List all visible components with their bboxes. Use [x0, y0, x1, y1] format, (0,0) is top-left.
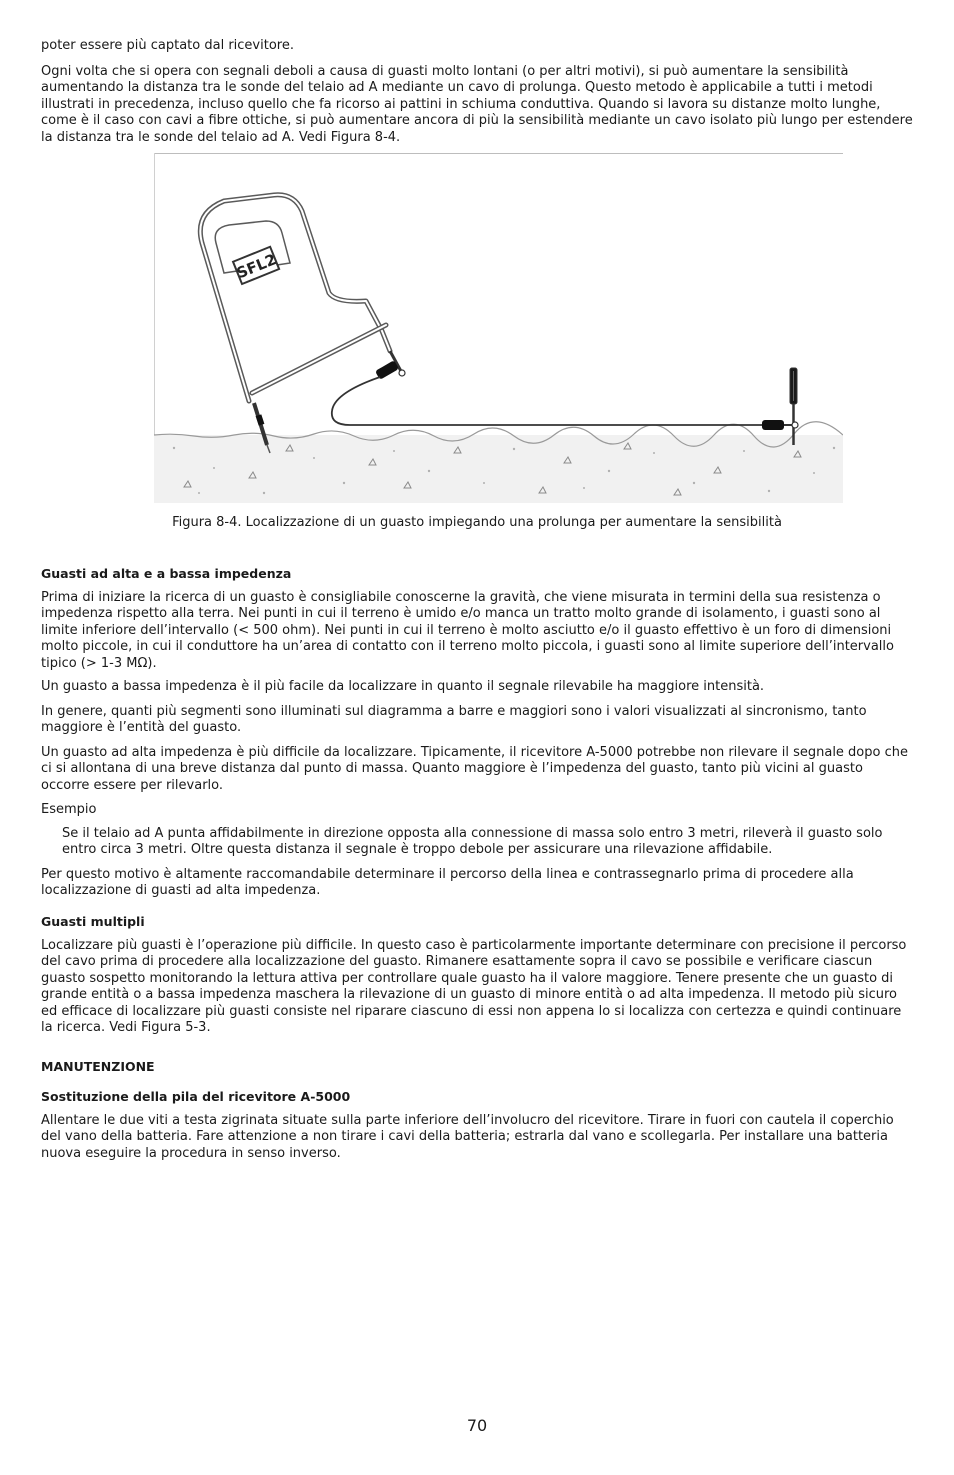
a-frame-illustration	[154, 153, 843, 503]
example-text: Se il telaio ad A punta affidabilmente in direzione opposta alla connessione di massa solo entro 3 metri, rileverà il guasto solo entro circa 3 metri. Oltre questa distanza il segnale è troppo debole per assicurare una rilevazione affidabile.	[62, 825, 883, 857]
subsection-heading-battery: Sostituzione della pila del ricevitore A-5000	[41, 1088, 351, 1104]
figure-caption: Figura 8-4. Localizzazione di un guasto impiegando una prolunga per aumentare la sensibilità	[172, 515, 782, 530]
section-heading-multiple: Guasti multipli	[41, 913, 145, 929]
section-heading-maintenance: MANUTENZIONE	[41, 1058, 155, 1074]
figure-8-4	[41, 153, 913, 532]
paragraph: Un guasto ad alta impedenza è più difficile da localizzare. Tipicamente, il ricevitore A-5000 potrebbe non rilevare il segnale dopo che ci si allontana di una breve distanza dal punto di massa. Quanto maggiore è l’impedenza del guasto, tanto più vicini al guasto occorre essere per rilevarlo.	[41, 744, 908, 793]
paragraph: poter essere più captato dal ricevitore.	[41, 38, 294, 53]
paragraph: Localizzare più guasti è l’operazione più difficile. In questo caso è particolarmente importante determinare con precisione il percorso del cavo prima di procedere alla localizzazione del guasto. Rimanere esattamente sopra il cavo se possibile e verificare ciascun guasto sospetto monitorando la lettura attiva per controllare quale guasto ha il valore maggiore. Tenere presente che un guasto di grande entità o a bassa impedenza maschera la rilevazione di un guasto di minore entità o ad alta impedenza. Il metodo più sicuro ed efficace di localizzare più guasti consiste nel riparare ciascuno di essi non appena lo si localizza con certezza e quindi continuare la ricerca. Vedi Figura 5-3.	[41, 937, 907, 1035]
paragraph: Un guasto a bassa impedenza è il più facile da localizzare in quanto il segnale rilevabile ha maggiore intensità.	[41, 679, 765, 694]
paragraph: Allentare le due viti a testa zigrinata situate sulla parte inferiore dell’involucro del ricevitore. Tirare in fuori con cautela il coperchio del vano della batteria. Fare attenzione a non tirare i cavi della batteria; estrarla dal vano e scollegarla. Per installare una batteria nuova eseguire la procedura in senso inverso.	[41, 1112, 894, 1161]
section-heading-impedance: Guasti ad alta e a bassa impedenza	[41, 565, 292, 581]
ground	[154, 435, 843, 503]
page-content	[41, 38, 913, 1169]
svg-text:SFL2: SFL2	[234, 250, 279, 283]
paragraph: Ogni volta che si opera con segnali deboli a causa di guasti molto lontani (o per altri motivi), si può aumentare la sensibilità aumentando la distanza tra le sonde del telaio ad A mediante un cavo di prolunga. Questo metodo è applicabile a tutti i metodi illustrati in precedenza, incluso quello che fa ricorso ai pattini in schiuma conduttiva. Quando si lavora su distanze molto lunghe, come è il caso con cavi a fibre ottiche, si può aumentare ancora di più la sensibilità mediante un cavo isolato più lungo per estendere la distanza tra le sonde del telaio ad A. Vedi Figura 8-4.	[41, 63, 913, 145]
paragraph: Per questo motivo è altamente raccomandabile determinare il percorso della linea e contrassegnarlo prima di procedere alla localizzazione di guasti ad alta impedenza.	[41, 866, 854, 898]
page-number: 70	[466, 1416, 488, 1435]
paragraph: Prima di iniziare la ricerca di un guasto è consigliabile conoscerne la gravità, che viene misurata in termini della sua resistenza o impedenza rispetto alla terra. Nei punti in cui il terreno è umido e/o manca un tratto molto grande di isolamento, i guasti sono al limite inferiore dell’intervallo (< 500 ohm). Nei punti in cui il terreno è molto asciutto e/o il guasto effettivo è un foro di dimensioni molto piccole, in cui il conduttore ha un’area di contatto con il terreno molto piccola, i guasti sono al limite superiore dell’intervallo tipico (> 1-3 MΩ).	[41, 589, 894, 671]
figure-illustration	[154, 153, 843, 503]
paragraph: In genere, quanti più segmenti sono illuminati sul diagramma a barre e maggiori sono i valori visualizzati al sincronismo, tanto maggiore è l’entità del guasto.	[41, 703, 867, 735]
example-label: Esempio	[41, 802, 97, 817]
